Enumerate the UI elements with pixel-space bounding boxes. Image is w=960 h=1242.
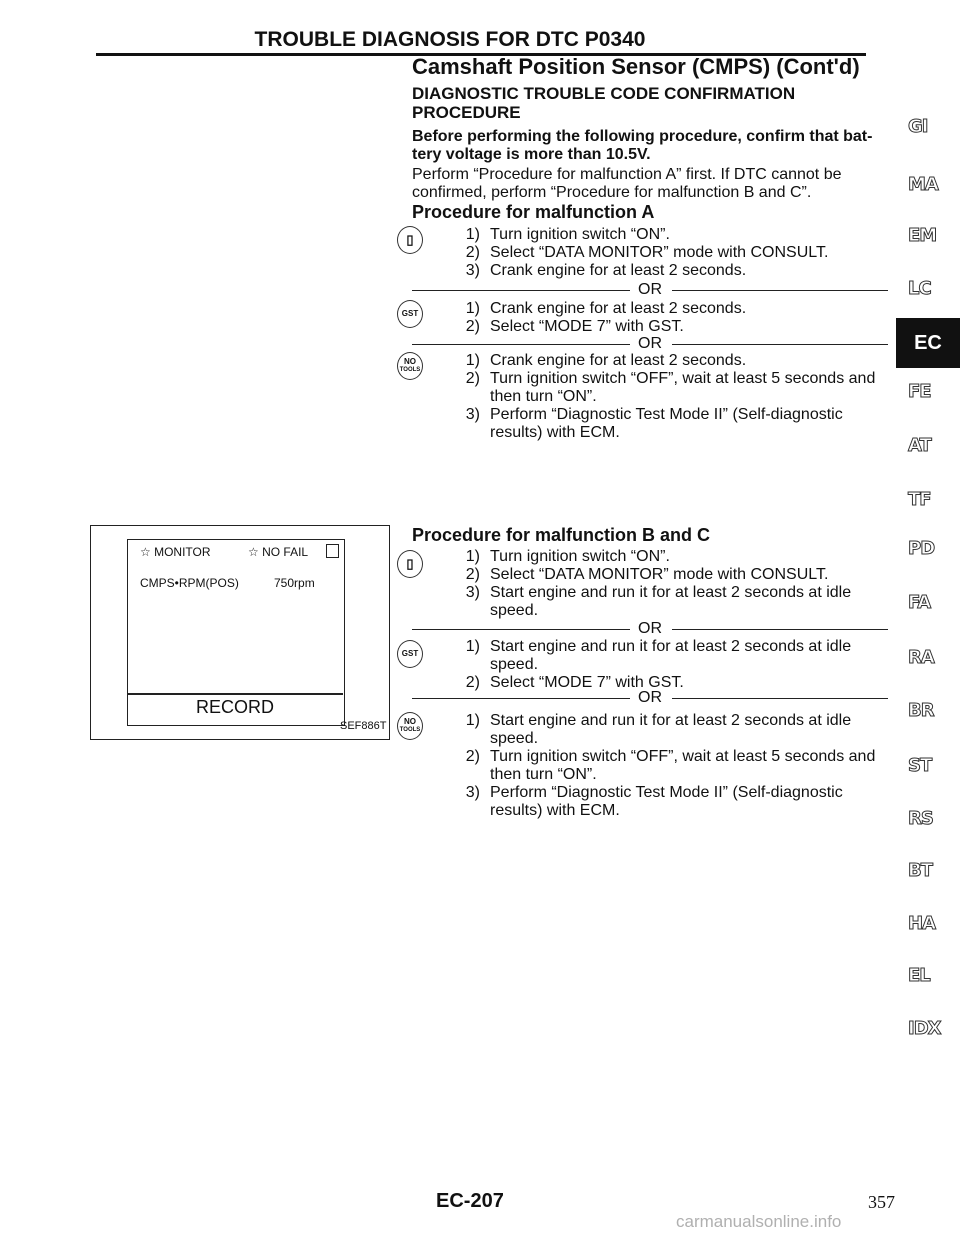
intro-paragraph [412, 166, 898, 202]
proc-bc-title: Procedure for malfunction B and C [412, 525, 711, 545]
side-tab-fe: FE [908, 381, 931, 402]
page-code: EC-207 [436, 1190, 504, 1212]
step-number: 3) [465, 406, 480, 423]
step-number: 1) [465, 226, 480, 243]
no-tools-icon [397, 352, 423, 380]
or-divider-left [412, 698, 630, 699]
consult-monitor-figure [90, 525, 390, 740]
or-divider-right [672, 290, 888, 291]
proc-a-notools-step-1: Crank engine for at least 2 seconds. [490, 352, 747, 369]
proc-a-notools-step-2: Turn ignition switch “OFF”, wait at least 5 seconds and [490, 370, 876, 387]
proc-bc-gst-step-1-cont: speed. [490, 656, 539, 673]
or-label: OR [638, 689, 662, 706]
proc-bc-notools-step-3-cont: results) with ECM. [490, 802, 620, 819]
consult-tool-icon: ▯ [397, 226, 423, 254]
figure-code: SEF886T [340, 720, 387, 732]
dtc-heading-line-2: PROCEDURE [412, 103, 521, 122]
side-tab-ha: HA [908, 913, 935, 934]
step-number: 3) [465, 784, 480, 801]
page-number: 357 [868, 1192, 895, 1212]
warning-line-2: tery voltage is more than 10.5V. [412, 146, 651, 163]
step-number: 1) [465, 300, 480, 317]
proc-a-consult-step-1: Turn ignition switch “ON”. [490, 226, 670, 243]
gst-tool-icon [397, 300, 423, 328]
or-divider-right [672, 629, 888, 630]
proc-a-notools-step-2-cont: then turn “ON”. [490, 388, 597, 405]
monitor-label: ☆ MONITOR [140, 545, 211, 559]
proc-a-notools-step-3-cont: results) with ECM. [490, 424, 620, 441]
side-tab-el: EL [908, 965, 930, 986]
step-number: 1) [465, 352, 480, 369]
step-number: 2) [465, 318, 480, 335]
section-title: Camshaft Position Sensor (CMPS) (Cont'd) [412, 54, 860, 79]
intro-line-2: confirmed, perform “Procedure for malfunction B and C”. [412, 184, 812, 201]
or-label: OR [638, 335, 662, 352]
watermark: carmanualsonline.info [676, 1212, 842, 1231]
no-tools-icon [397, 712, 423, 740]
step-number: 2) [465, 370, 480, 387]
proc-a-consult-step-2: Select “DATA MONITOR” mode with CONSULT. [490, 244, 829, 261]
step-number: 1) [465, 638, 480, 655]
record-divider [127, 693, 343, 695]
side-tab-br: BR [908, 700, 934, 721]
step-number: 2) [465, 748, 480, 765]
proc-a-title: Procedure for malfunction A [412, 202, 655, 222]
no-tools-label-1: NO [404, 717, 416, 726]
proc-bc-gst-step-1: Start engine and run it for at least 2 seconds at idle [490, 638, 852, 655]
no-fail-label: ☆ NO FAIL [248, 545, 309, 559]
proc-bc-consult-step-1: Turn ignition switch “ON”. [490, 548, 670, 565]
dtc-heading-line-1: DIAGNOSTIC TROUBLE CODE CONFIRMATION [412, 84, 796, 103]
side-tab-em: EM [908, 225, 937, 246]
no-tools-label-2: TOOLS [399, 367, 421, 373]
monitor-item-value: 750rpm [274, 576, 315, 590]
side-tab-at: AT [908, 435, 931, 456]
proc-bc-notools-step-2: Turn ignition switch “OFF”, wait at least 5 seconds and [490, 748, 876, 765]
proc-bc-gst-step-2: Select “MODE 7” with GST. [490, 674, 684, 691]
side-tab-fa: FA [908, 592, 931, 613]
step-number: 3) [465, 262, 480, 279]
side-tab-gi: GI [908, 116, 928, 137]
or-divider-left [412, 344, 630, 345]
proc-bc-notools-step-2-cont: then turn “ON”. [490, 766, 597, 783]
step-number: 2) [465, 566, 480, 583]
no-fail-checkbox-icon [326, 544, 339, 558]
monitor-item-name: CMPS•RPM(POS) [140, 576, 239, 590]
side-tab-bt: BT [908, 860, 932, 881]
side-tab-st: ST [908, 755, 932, 776]
proc-bc-consult-step-3: Start engine and run it for at least 2 seconds at idle [490, 584, 852, 601]
header-title: TROUBLE DIAGNOSIS FOR DTC P0340 [254, 28, 646, 51]
gst-tool-icon [397, 640, 423, 668]
side-tab-lc: LC [908, 278, 931, 299]
intro-line-1: Perform “Procedure for malfunction A” first. If DTC cannot be [412, 166, 842, 183]
no-tools-label-1: NO [404, 357, 416, 366]
side-tab-pd: PD [908, 538, 935, 559]
page-header [0, 28, 960, 52]
side-tab-ec-active: EC [896, 318, 960, 368]
step-number: 2) [465, 244, 480, 261]
monitor-screen [127, 539, 345, 726]
side-tab-tf: TF [908, 489, 931, 510]
proc-a-notools-step-3: Perform “Diagnostic Test Mode II” (Self-diagnostic [490, 406, 843, 423]
battery-warning [412, 128, 898, 164]
or-label: OR [638, 620, 662, 637]
record-button: RECORD [195, 697, 274, 717]
proc-a-gst-step-1: Crank engine for at least 2 seconds. [490, 300, 747, 317]
no-tools-label-2: TOOLS [399, 727, 421, 733]
step-number: 1) [465, 712, 480, 729]
gst-icon-label: GST [401, 649, 419, 658]
dtc-heading [412, 84, 795, 122]
gst-icon-label: GST [401, 309, 419, 318]
proc-a-consult-step-3: Crank engine for at least 2 seconds. [490, 262, 747, 279]
side-tab-ma: MA [908, 174, 938, 195]
proc-bc-consult-step-2: Select “DATA MONITOR” mode with CONSULT. [490, 566, 829, 583]
proc-a-gst-step-2: Select “MODE 7” with GST. [490, 318, 684, 335]
proc-bc-consult-step-3-cont: speed. [490, 602, 539, 619]
or-divider-left [412, 290, 630, 291]
or-divider-right [672, 344, 888, 345]
or-divider-right [672, 698, 888, 699]
step-number: 2) [465, 674, 480, 691]
proc-bc-notools-step-1-cont: speed. [490, 730, 539, 747]
warning-line-1: Before performing the following procedure, confirm that bat- [412, 128, 873, 145]
side-tab-idx: IDX [908, 1018, 941, 1039]
or-divider-left [412, 629, 630, 630]
step-number: 1) [465, 548, 480, 565]
or-label: OR [638, 281, 662, 298]
side-tab-rs: RS [908, 808, 933, 829]
consult-tool-icon: ▯ [397, 550, 423, 578]
side-tab-ra: RA [908, 647, 934, 668]
proc-bc-notools-step-1: Start engine and run it for at least 2 seconds at idle [490, 712, 852, 729]
step-number: 3) [465, 584, 480, 601]
proc-bc-notools-step-3: Perform “Diagnostic Test Mode II” (Self-diagnostic [490, 784, 843, 801]
